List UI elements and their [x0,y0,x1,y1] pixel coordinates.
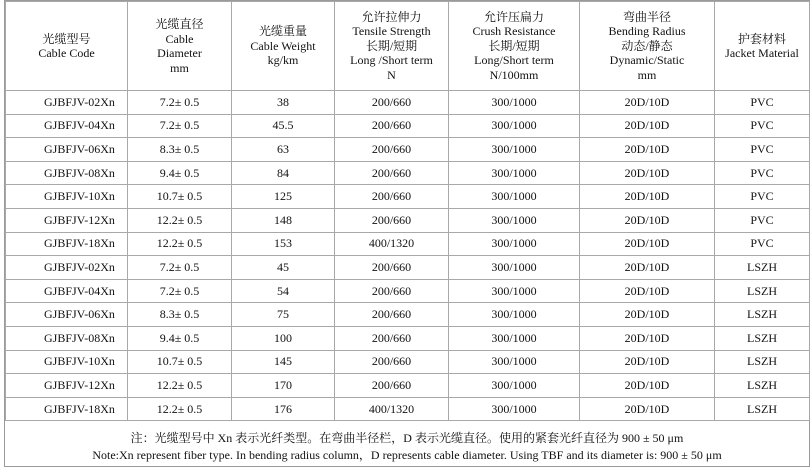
header-line: 长期/短期 [365,38,418,53]
cell-jacket-material: LSZH [715,303,810,327]
cell-jacket-material: PVC [715,138,810,162]
table-row [6,397,810,421]
header-line: 弯曲半径 [622,9,671,24]
header-tensile-strength [335,2,449,91]
cell-bending-radius: 20D/10D [580,326,715,350]
cell-jacket-material: LSZH [715,326,810,350]
cell-bending-radius: 20D/10D [580,374,715,398]
cell-tensile-strength: 200/660 [335,279,449,303]
header-line: Long /Short term [350,53,433,68]
cell-tensile-strength: 200/660 [335,185,449,209]
cell-tensile-strength: 200/660 [335,256,449,280]
header-line: Cable Code [38,46,95,60]
cell-cable-weight: 170 [232,374,335,398]
cell-cable-weight: 100 [232,326,335,350]
cell-jacket-material: LSZH [715,374,810,398]
cell-cable-code: GJBFJV-18Xn [6,397,128,421]
header-line: 光缆重量 [258,24,307,39]
cell-cable-code: GJBFJV-12Xn [6,208,128,232]
cell-tensile-strength: 200/660 [335,374,449,398]
header-line: Dynamic/Static [609,53,685,68]
spec-table-container [4,0,810,467]
header-line: N/100mm [489,67,539,82]
table-row [6,350,810,374]
cell-cable-diameter: 8.3± 0.5 [128,138,232,162]
cell-jacket-material: LSZH [715,397,810,421]
cell-cable-weight: 145 [232,350,335,374]
header-line: mm [637,67,657,82]
cell-cable-weight: 38 [232,91,335,115]
cell-cable-code: GJBFJV-12Xn [6,374,128,398]
header-line: 长期/短期 [488,38,540,53]
header-line: 允许拉伸力 [361,9,422,24]
note-chinese: 注：光缆型号中 Xn 表示光纤类型。在弯曲半径栏，D 表示光缆直径。使用的紧套光纤直径为 900 ± 50 μm [130,431,684,445]
cell-cable-code: GJBFJV-10Xn [6,350,128,374]
header-line: mm [170,60,189,75]
header-cable-diameter [128,2,232,91]
cell-cable-diameter: 9.4± 0.5 [128,326,232,350]
cell-cable-weight: 153 [232,232,335,256]
cell-cable-diameter: 7.2± 0.5 [128,114,232,138]
table-row [6,256,810,280]
cell-tensile-strength: 200/660 [335,138,449,162]
cell-crush-resistance: 300/1000 [449,185,580,209]
table-row [6,279,810,303]
cell-bending-radius: 20D/10D [580,350,715,374]
table-row [6,161,810,185]
cell-cable-weight: 148 [232,208,335,232]
cell-tensile-strength: 200/660 [335,161,449,185]
cell-tensile-strength: 400/1320 [335,397,449,421]
table-row [6,138,810,162]
cell-cable-code: GJBFJV-18Xn [6,232,128,256]
cell-crush-resistance: 300/1000 [449,397,580,421]
cell-tensile-strength: 200/660 [335,114,449,138]
header-line: 光缆直径 [155,17,204,31]
cell-crush-resistance: 300/1000 [449,256,580,280]
cell-cable-code: GJBFJV-04Xn [6,279,128,303]
cell-jacket-material: LSZH [715,350,810,374]
cell-cable-weight: 125 [232,185,335,209]
table-row [6,232,810,256]
cable-spec-table [5,1,810,421]
cell-crush-resistance: 300/1000 [449,114,580,138]
cell-bending-radius: 20D/10D [580,397,715,421]
header-bending-radius [580,2,715,91]
cell-bending-radius: 20D/10D [580,303,715,327]
cell-cable-weight: 54 [232,279,335,303]
header-cable-code [6,2,128,91]
cell-jacket-material: PVC [715,114,810,138]
cell-cable-diameter: 7.2± 0.5 [128,279,232,303]
header-line: Tensile Strength [352,24,431,39]
table-row [6,114,810,138]
header-line: Diameter [157,46,202,60]
cell-bending-radius: 20D/10D [580,138,715,162]
header-jacket-material [715,2,810,91]
cell-cable-code: GJBFJV-10Xn [6,185,128,209]
cell-crush-resistance: 300/1000 [449,138,580,162]
cell-cable-diameter: 12.2± 0.5 [128,374,232,398]
header-cable-weight [232,2,335,91]
cell-crush-resistance: 300/1000 [449,232,580,256]
table-body [6,91,810,421]
cell-cable-code: GJBFJV-02Xn [6,256,128,280]
cell-tensile-strength: 200/660 [335,350,449,374]
cell-bending-radius: 20D/10D [580,208,715,232]
cell-jacket-material: PVC [715,208,810,232]
header-line: kg/km [267,53,299,68]
table-row [6,374,810,398]
header-line: Bending Radius [608,24,686,39]
cell-crush-resistance: 300/1000 [449,91,580,115]
header-line: N [387,67,396,82]
cell-cable-weight: 75 [232,303,335,327]
cell-bending-radius: 20D/10D [580,161,715,185]
cell-cable-diameter: 10.7± 0.5 [128,185,232,209]
cell-cable-diameter: 9.4± 0.5 [128,161,232,185]
cell-cable-diameter: 7.2± 0.5 [128,256,232,280]
cell-cable-diameter: 12.2± 0.5 [128,208,232,232]
cell-tensile-strength: 200/660 [335,326,449,350]
cell-cable-code: GJBFJV-08Xn [6,326,128,350]
table-header-row [6,2,810,91]
cell-cable-code: GJBFJV-02Xn [6,91,128,115]
cell-bending-radius: 20D/10D [580,91,715,115]
header-line: 光缆型号 [42,31,91,46]
table-row [6,326,810,350]
header-crush-resistance [449,2,580,91]
cell-jacket-material: PVC [715,232,810,256]
cell-tensile-strength: 200/660 [335,208,449,232]
cell-tensile-strength: 200/660 [335,303,449,327]
cell-crush-resistance: 300/1000 [449,279,580,303]
cell-crush-resistance: 300/1000 [449,374,580,398]
table-row [6,185,810,209]
cell-cable-diameter: 12.2± 0.5 [128,232,232,256]
header-line: 护套材料 [737,31,786,46]
cell-cable-code: GJBFJV-08Xn [6,161,128,185]
cell-jacket-material: PVC [715,161,810,185]
cell-crush-resistance: 300/1000 [449,303,580,327]
cell-jacket-material: LSZH [715,256,810,280]
cell-jacket-material: PVC [715,91,810,115]
table-row [6,208,810,232]
cell-bending-radius: 20D/10D [580,232,715,256]
header-line: Cable [165,31,194,46]
cell-crush-resistance: 300/1000 [449,350,580,374]
cell-cable-diameter: 7.2± 0.5 [128,91,232,115]
header-line: Cable Weight [250,38,316,53]
header-line: Long/Short term [474,53,554,68]
cell-cable-code: GJBFJV-04Xn [6,114,128,138]
header-line: 允许压扁力 [483,9,544,24]
cell-crush-resistance: 300/1000 [449,161,580,185]
cell-bending-radius: 20D/10D [580,185,715,209]
cell-cable-weight: 45 [232,256,335,280]
cell-jacket-material: LSZH [715,279,810,303]
cell-cable-code: GJBFJV-06Xn [6,303,128,327]
table-row [6,91,810,115]
cell-cable-diameter: 10.7± 0.5 [128,350,232,374]
note-english: Note:Xn represent fiber type. In bending radius column，D represents cable diameter. Using TBF and its diameter is: 900 ± 50 μm [92,448,722,462]
cell-bending-radius: 20D/10D [580,279,715,303]
header-line: Crush Resistance [472,24,556,39]
header-line: Jacket Material [725,46,799,60]
cell-cable-code: GJBFJV-06Xn [6,138,128,162]
cell-crush-resistance: 300/1000 [449,208,580,232]
table-row [6,303,810,327]
cell-tensile-strength: 400/1320 [335,232,449,256]
cell-bending-radius: 20D/10D [580,256,715,280]
header-line: 动态/静态 [621,38,673,53]
cell-tensile-strength: 200/660 [335,91,449,115]
cell-cable-weight: 45.5 [232,114,335,138]
cell-jacket-material: PVC [715,185,810,209]
cell-cable-diameter: 12.2± 0.5 [128,397,232,421]
cell-cable-weight: 176 [232,397,335,421]
cell-cable-weight: 84 [232,161,335,185]
cell-cable-weight: 63 [232,138,335,162]
cell-cable-diameter: 8.3± 0.5 [128,303,232,327]
cell-bending-radius: 20D/10D [580,114,715,138]
cell-crush-resistance: 300/1000 [449,326,580,350]
